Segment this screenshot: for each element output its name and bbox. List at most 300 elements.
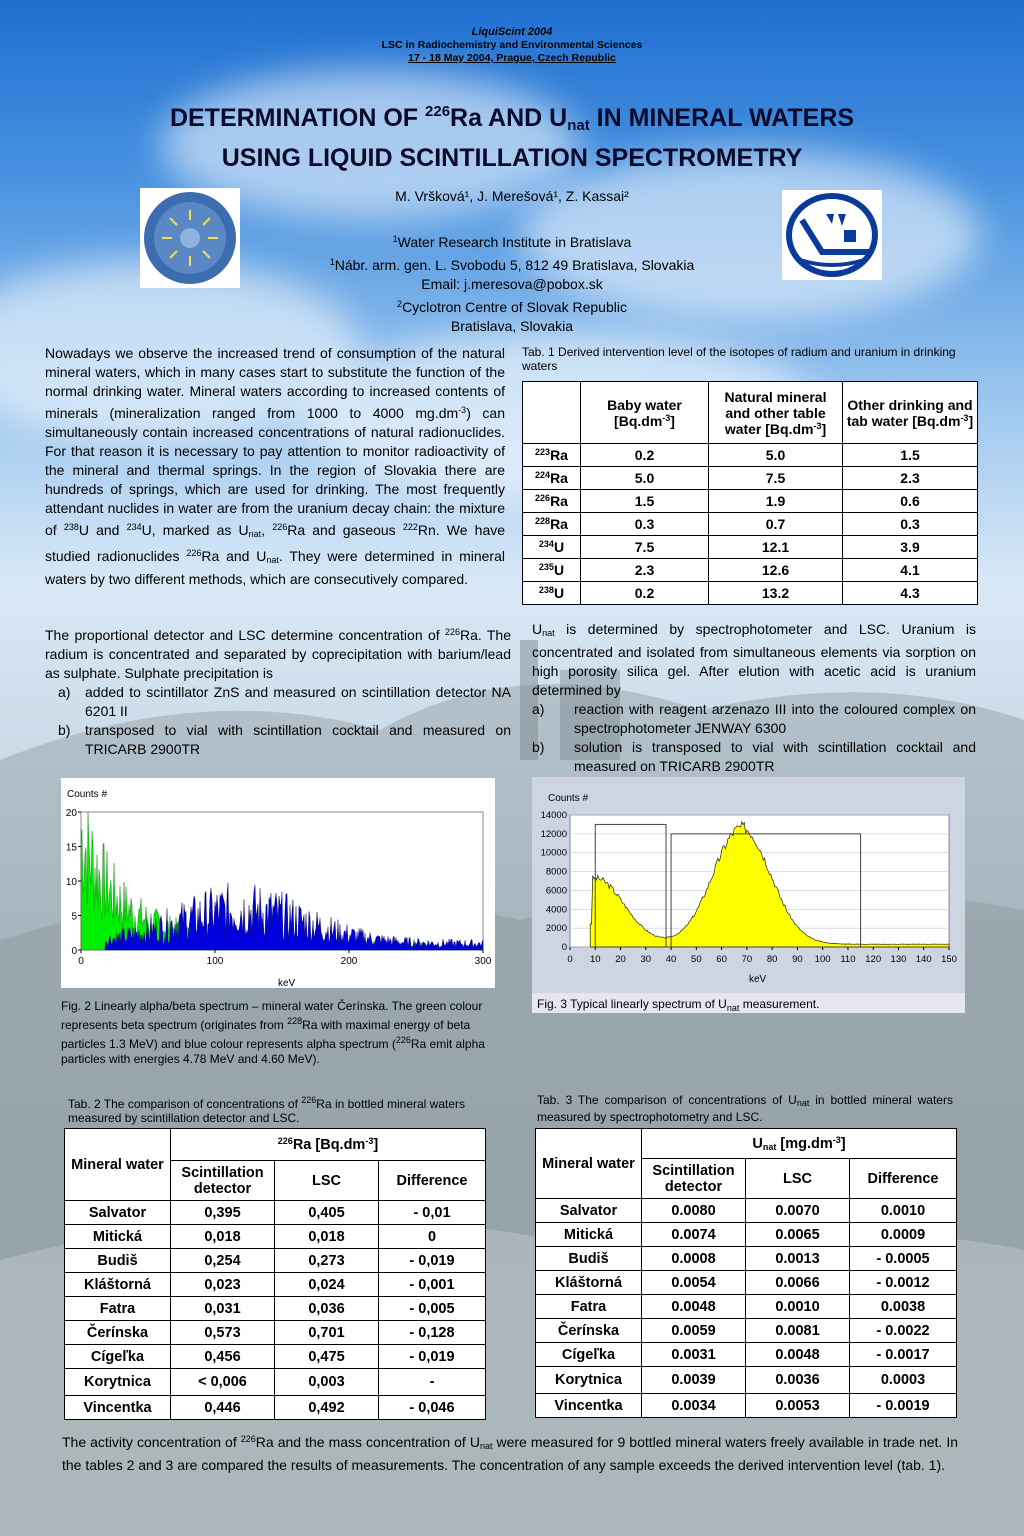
affil-email: Email: j.meresova@pobox.sk: [421, 276, 603, 292]
table-cell: 0.0059: [642, 1319, 746, 1343]
list-item: [532, 738, 976, 776]
table-cell: - 0,01: [379, 1201, 486, 1225]
text: ]: [840, 1136, 846, 1152]
isotope-cell: [523, 536, 581, 559]
sub: nat: [542, 628, 555, 638]
fig3-xtick-label: 50: [691, 954, 702, 965]
table-cell: 0,492: [275, 1396, 379, 1420]
text: Ra [Bq.dm: [292, 1137, 366, 1153]
mineral-water-cell: Čerínska: [65, 1321, 171, 1345]
table-cell: 0.0010: [850, 1199, 957, 1223]
tab1-caption: Tab. 1 Derived intervention level of the isotopes of radium and uranium in drinking waters: [522, 345, 956, 373]
table-row: [536, 1223, 957, 1247]
table-cell: 2.3: [843, 467, 978, 490]
fig3-xtick-label: 70: [741, 954, 753, 965]
table-cell: - 0.0005: [850, 1247, 957, 1271]
tab3-table: [535, 1128, 957, 1418]
table-row: [523, 559, 978, 582]
mineral-water-cell: Fatra: [536, 1295, 642, 1319]
table-cell: 12.1: [709, 536, 843, 559]
sup: 226: [395, 1035, 411, 1045]
list-item: [532, 700, 976, 738]
fig2-xtick-label: 0: [78, 956, 84, 967]
table-row: [65, 1201, 486, 1225]
fig3-ytick-label: 0: [561, 942, 567, 953]
table-cell: 0.3: [581, 513, 709, 536]
table-header: Difference: [379, 1161, 486, 1201]
fig3-xtick-label: 0: [567, 954, 573, 965]
table-cell: 0.0080: [642, 1199, 746, 1223]
table-cell: 0,456: [171, 1345, 275, 1369]
text: U, marked as U: [141, 522, 249, 538]
text: Ra. The radium is concentrated and separated by coprecipitation with barium/lead as sulphate. Sulphate precipitation is: [45, 627, 511, 681]
table-cell: -: [379, 1369, 486, 1396]
text: Ra: [550, 470, 568, 486]
affil-line: Bratislava, Slovakia: [450, 318, 574, 334]
table-cell: 0.0081: [746, 1319, 850, 1343]
fig3-xtick-label: 150: [941, 954, 957, 965]
text: Fig. 3 Typical linearly spectrum of U: [537, 997, 727, 1011]
text: Ra emit alpha particles with energies 4.78 MeV and 4.60 MeV).: [61, 1037, 485, 1066]
fig3-xtick-label: 110: [840, 954, 856, 965]
fig3-panel: [532, 777, 965, 1013]
sup: 226: [444, 627, 460, 637]
table-cell: 0.0008: [642, 1247, 746, 1271]
table-cell: 0.3: [843, 513, 978, 536]
title-sup: 226: [425, 103, 451, 120]
table-cell: - 0,005: [379, 1297, 486, 1321]
fig2-ytick-label: 5: [71, 911, 77, 923]
table-row: [523, 513, 978, 536]
tab2-table: [64, 1128, 486, 1420]
table-cell: 0.7: [709, 513, 843, 536]
sup: 228: [287, 1016, 303, 1026]
text: Baby water [Bq.dm: [607, 396, 682, 429]
table-header: Scintillation detector: [171, 1161, 275, 1201]
table-cell: < 0,006: [171, 1369, 275, 1396]
mineral-water-cell: Mitická: [65, 1225, 171, 1249]
mineral-water-cell: Fatra: [65, 1297, 171, 1321]
conference-header: [0, 26, 1024, 65]
text: U: [553, 539, 565, 555]
isotope-cell: [523, 559, 581, 582]
list-text: reaction with reagent arzenazo III into the coloured complex on spectrophotometer JENWAY 6300: [574, 701, 976, 736]
table-cell: 0,273: [275, 1249, 379, 1273]
fig3-ytick-label: 4000: [545, 904, 567, 916]
table-row: [65, 1273, 486, 1297]
sub: nat: [248, 529, 262, 539]
sup: 226: [535, 493, 551, 503]
table-row: [65, 1297, 486, 1321]
fig3-xtick-label: 120: [865, 954, 882, 965]
mineral-water-cell: Budiš: [536, 1247, 642, 1271]
fig3-xtick-label: 30: [640, 954, 652, 965]
fig2-ylabel: Counts #: [67, 789, 108, 800]
table-cell: 4.3: [843, 582, 978, 605]
table-cell: 0,405: [275, 1201, 379, 1225]
text: is determined by spectrophotometer and LSC. Uranium is concentrated and isolated from simultaneous elements via sorption on high porosity silica gel. After elution with acetic acid is uranium determined by: [532, 621, 976, 698]
fig2-xtick-label: 200: [340, 956, 358, 967]
list-marker: a): [532, 701, 545, 717]
mineral-water-cell: Cígeľka: [536, 1343, 642, 1367]
fig3-chart: [532, 777, 965, 1013]
sup: 226: [301, 1095, 317, 1105]
text: Rn. We have studied radionuclides: [45, 522, 506, 564]
mineral-water-cell: Čerínska: [536, 1319, 642, 1343]
table-cell: 0.0070: [746, 1199, 850, 1223]
table-cell: 0,701: [275, 1321, 379, 1345]
table-cell: 0,024: [275, 1273, 379, 1297]
list-item: [45, 721, 511, 759]
table-header-group: [171, 1129, 486, 1161]
table-cell: - 0,128: [379, 1321, 486, 1345]
text: ) can simultaneously contain increased concentrations of natural radionuclides. For that reason it is necessary to pay attention to monitor radioactivity of the mineral and thermal springs. In the region of Slovakia there are hundreds of springs, which are used for drinking. The most frequently attendant nuclides in water are from the uranium decay chain: the mixture of: [45, 405, 505, 538]
title-part: DETERMINATION OF: [169, 104, 426, 132]
table-row: [65, 1249, 486, 1273]
table-cell: 0.2: [581, 444, 709, 467]
text: measurement.: [739, 997, 820, 1011]
conference-name: LiquiScint 2004: [471, 26, 553, 38]
table-row: [536, 1319, 957, 1343]
table-cell: - 0.0022: [850, 1319, 957, 1343]
table-cell: 4.1: [843, 559, 978, 582]
text: . They were determined in mineral waters by two different methods, which are consecutively compared.: [45, 548, 505, 587]
sub: nat: [479, 1441, 493, 1451]
poster-title: [0, 96, 1024, 174]
table-cell: 0.0038: [850, 1295, 957, 1319]
intro-paragraph: [45, 344, 505, 589]
list-marker: b): [58, 722, 71, 738]
text: Fig. 2 Linearly alpha/beta spectrum – mineral water Čerínska. The green colour represents beta spectrum (originates from: [61, 999, 483, 1032]
title-sub: nat: [567, 117, 590, 134]
sub: nat: [796, 1098, 810, 1108]
text: U: [553, 562, 565, 578]
text: ]: [821, 420, 827, 437]
table-header: [709, 382, 843, 444]
fig3-xtick-label: 140: [915, 954, 932, 965]
method-list: [45, 683, 511, 759]
text: U: [553, 585, 565, 601]
isotope-cell: [523, 490, 581, 513]
fig3-xtick-label: 130: [890, 954, 907, 965]
sub: nat: [266, 555, 279, 565]
text: [mg.dm: [776, 1136, 833, 1152]
text: Ra and U: [201, 548, 267, 564]
conclusion-paragraph: [62, 1430, 958, 1475]
table-cell: - 0.0017: [850, 1343, 957, 1367]
sup: -3: [662, 412, 671, 423]
isotope-cell: [523, 582, 581, 605]
fig3-ytick-label: 6000: [545, 885, 567, 897]
table-cell: 1.9: [709, 490, 843, 513]
table-cell: 3.9: [843, 536, 978, 559]
text: ]: [670, 412, 675, 429]
fig3-xtick-label: 90: [792, 954, 803, 965]
title-part: IN MINERAL WATERS: [589, 104, 855, 132]
sup: 234: [538, 539, 554, 549]
table-header: Mineral water: [65, 1129, 171, 1201]
table-cell: 0,018: [275, 1225, 379, 1249]
fig2-chart: [61, 778, 495, 988]
table-cell: 1.5: [843, 444, 978, 467]
text: U and: [78, 522, 127, 538]
text: Nowadays we observe the increased trend of consumption of the natural mineral waters, which in many cases start to substitute the function of the normal drinking water. Mineral waters according to increased contents of minerals (mineralization ranged from 1000 to 4000 mg.dm: [45, 345, 505, 421]
unat-paragraph: [532, 620, 976, 776]
text: Natural mineral and other table water [Bq.dm: [724, 388, 827, 437]
fig3-xtick-label: 100: [814, 954, 831, 965]
table-cell: 0.0009: [850, 1223, 957, 1247]
method-list: [532, 700, 976, 776]
table-cell: 0,018: [171, 1225, 275, 1249]
table-cell: 0,395: [171, 1201, 275, 1225]
table-header: Difference: [850, 1159, 957, 1199]
table-cell: 0.0039: [642, 1367, 746, 1394]
title-line2: USING LIQUID SCINTILLATION SPECTROMETRY: [221, 144, 803, 172]
fig2-panel: [61, 778, 495, 988]
sup: 226: [272, 522, 288, 532]
mineral-water-cell: Korytnica: [536, 1367, 642, 1394]
table-cell: 0.0031: [642, 1343, 746, 1367]
table-row: [523, 582, 978, 605]
title-part: Ra AND U: [450, 104, 568, 132]
table-cell: 5.0: [709, 444, 843, 467]
sup: 222: [402, 522, 418, 532]
fig2-ytick-label: 0: [71, 946, 77, 957]
affil-line: Nábr. arm. gen. L. Svobodu 5, 812 49 Bratislava, Slovakia: [334, 256, 695, 273]
table-header: LSC: [746, 1159, 850, 1199]
table-cell: 0.0013: [746, 1247, 850, 1271]
fig2-xlabel: keV: [278, 978, 296, 988]
table-header: LSC: [275, 1161, 379, 1201]
sup: 238: [538, 585, 554, 595]
sup: 226: [186, 548, 202, 558]
text: Ra: [550, 493, 568, 509]
fig2-caption: [61, 999, 495, 1067]
mineral-water-cell: Salvator: [536, 1199, 642, 1223]
list-text: added to scintillator ZnS and measured on scintillation detector NA 6201 II: [85, 684, 511, 719]
sup: 238: [63, 522, 79, 532]
table-cell: 5.0: [581, 467, 709, 490]
text: Ra in bottled mineral waters measured by scintillation detector and LSC.: [68, 1097, 466, 1125]
text: ]: [968, 412, 974, 429]
table-row: [536, 1271, 957, 1295]
fig3-ytick-label: 14000: [540, 810, 567, 821]
table-cell: 0.0054: [642, 1271, 746, 1295]
table-cell: 0,003: [275, 1369, 379, 1396]
mineral-water-cell: Kláštorná: [65, 1273, 171, 1297]
table-row: [536, 1295, 957, 1319]
tab1-table: [522, 381, 978, 605]
sup: 223: [535, 447, 551, 457]
table-row: [65, 1321, 486, 1345]
fig3-xlabel: keV: [749, 974, 767, 985]
table-cell: 2.3: [581, 559, 709, 582]
affiliations: [0, 230, 1024, 337]
conference-subtitle: LSC in Radiochemistry and Environmental Sciences: [381, 39, 643, 51]
fig3-ytick-label: 2000: [545, 923, 567, 935]
isotope-cell: [523, 467, 581, 490]
table-row: [523, 467, 978, 490]
table-header: Mineral water: [536, 1129, 642, 1199]
fig3-xtick-label: 20: [615, 954, 626, 965]
isotope-cell: [523, 513, 581, 536]
affil-sup: 1: [329, 256, 335, 267]
sup: 235: [538, 562, 554, 572]
table-cell: 0.0034: [642, 1394, 746, 1418]
sub: nat: [726, 1003, 740, 1013]
fig2-xtick-label: 100: [206, 956, 224, 967]
table-cell: - 0.0012: [850, 1271, 957, 1295]
fig3-xtick-label: 40: [665, 954, 677, 965]
text: U: [752, 1136, 763, 1152]
text: Ra with maximal energy of beta particles 1.3 MeV) and blue colour represents alpha spectrum (: [61, 1018, 471, 1051]
sub: nat: [762, 1142, 777, 1152]
table-row: [536, 1247, 957, 1271]
table-cell: 0,036: [275, 1297, 379, 1321]
table-cell: 0,031: [171, 1297, 275, 1321]
table-row: [65, 1369, 486, 1396]
table-row: [536, 1343, 957, 1367]
table-header-group: [642, 1129, 957, 1159]
table-cell: - 0,019: [379, 1249, 486, 1273]
text: Ra: [550, 516, 568, 532]
table-cell: 0.0048: [642, 1295, 746, 1319]
text: ]: [373, 1137, 379, 1153]
fig2-ytick-label: 15: [65, 842, 77, 854]
fig3-xtick-label: 10: [589, 954, 601, 965]
table-header: [843, 382, 978, 444]
fig3-ytick-label: 12000: [540, 828, 567, 840]
fig3-xtick-label: 80: [766, 954, 778, 965]
fig3-ytick-label: 8000: [545, 866, 567, 878]
table-cell: 0.0003: [850, 1367, 957, 1394]
sup: 226: [277, 1136, 293, 1146]
sup: -3: [365, 1136, 374, 1146]
table-cell: 0,475: [275, 1345, 379, 1369]
table-row: [536, 1394, 957, 1418]
tab2-caption: [68, 1093, 486, 1125]
text: The activity concentration of: [62, 1434, 241, 1450]
text: Ra: [550, 447, 568, 463]
text: The proportional detector and LSC determine concentration of: [45, 627, 445, 643]
table-cell: - 0,019: [379, 1345, 486, 1369]
sup: 234: [126, 522, 142, 532]
text: Other drinking and tab water [Bq.dm: [846, 396, 973, 429]
table-row: [65, 1225, 486, 1249]
fig3-ylabel: Counts #: [548, 793, 589, 804]
isotope-cell: [523, 444, 581, 467]
table-cell: 0.0053: [746, 1394, 850, 1418]
table-cell: 0,446: [171, 1396, 275, 1420]
mineral-water-cell: Salvator: [65, 1201, 171, 1225]
table-cell: 0.0036: [746, 1367, 850, 1394]
table-cell: 13.2: [709, 582, 843, 605]
sup: -3: [832, 1135, 841, 1145]
table-cell: 0.2: [581, 582, 709, 605]
table-cell: 0: [379, 1225, 486, 1249]
table-cell: - 0,046: [379, 1396, 486, 1420]
table-cell: 0.6: [843, 490, 978, 513]
list-text: solution is transposed to vial with scintillation cocktail and measured on TRICARB 2900TR: [574, 739, 976, 774]
list-marker: a): [58, 684, 71, 700]
mineral-water-cell: Mitická: [536, 1223, 642, 1247]
authors: M. Vršková¹, J. Merešová¹, Z. Kassai²: [395, 188, 629, 204]
mineral-water-cell: Vincentka: [65, 1396, 171, 1420]
table-header: Scintillation detector: [642, 1159, 746, 1199]
affil-sup: 2: [397, 298, 403, 309]
fig2-xtick-label: 300: [474, 956, 492, 967]
table-cell: 0.0010: [746, 1295, 850, 1319]
table-cell: 12.6: [709, 559, 843, 582]
fig2-ytick-label: 10: [65, 877, 77, 888]
sup: -3: [960, 412, 969, 423]
mineral-water-cell: Vincentka: [536, 1394, 642, 1418]
sup: -3: [458, 405, 467, 415]
text: were measured for 9 bottled mineral waters freely available in trade net. In the tables 2 and 3 are compared the results of measurements. The concentration of any sample exceeds the derived intervention level (tab. 1).: [62, 1434, 959, 1473]
table-row: [536, 1199, 957, 1223]
table-cell: 0.0074: [642, 1223, 746, 1247]
proportional-paragraph: [45, 623, 511, 759]
sup: 224: [535, 470, 551, 480]
fig2-ytick-label: 20: [65, 808, 77, 819]
table-cell: 7.5: [581, 536, 709, 559]
sup: 228: [535, 516, 551, 526]
table-cell: - 0,001: [379, 1273, 486, 1297]
tab3-caption: [537, 1093, 953, 1124]
table-cell: 0,573: [171, 1321, 275, 1345]
text: in bottled mineral waters measured by spectrophotometry and LSC.: [537, 1093, 953, 1124]
mineral-water-cell: Budiš: [65, 1249, 171, 1273]
table-row: [536, 1367, 957, 1394]
affil-sup: 1: [392, 234, 398, 244]
table-header: [581, 382, 709, 444]
text: U: [532, 621, 543, 637]
fig3-xtick-label: 60: [716, 954, 727, 965]
mineral-water-cell: Korytnica: [65, 1369, 171, 1396]
fig3-ytick-label: 10000: [540, 847, 567, 859]
table-row: [523, 536, 978, 559]
affil-line: Water Research Institute in Bratislava: [397, 234, 632, 250]
table-row: [523, 490, 978, 513]
conference-date: 17 - 18 May 2004, Prague, Czech Republic: [408, 52, 616, 64]
table-row: [65, 1396, 486, 1420]
table-cell: 0,023: [171, 1273, 275, 1297]
text: ,: [261, 522, 273, 538]
table-cell: 0.0066: [746, 1271, 850, 1295]
text: Tab. 2 The comparison of concentrations of: [68, 1097, 302, 1111]
list-item: [45, 683, 511, 721]
mineral-water-cell: Kláštorná: [536, 1271, 642, 1295]
table-cell: - 0.0019: [850, 1394, 957, 1418]
table-row: [523, 444, 978, 467]
table-cell: 7.5: [709, 467, 843, 490]
mineral-water-cell: Cígeľka: [65, 1345, 171, 1369]
table-cell: 0,254: [171, 1249, 275, 1273]
table-row: [65, 1345, 486, 1369]
text: Tab. 3 The comparison of concentrations of U: [537, 1093, 797, 1107]
sup: -3: [813, 420, 822, 431]
table-header-empty: [523, 382, 581, 444]
text: Ra and the mass concentration of U: [255, 1434, 480, 1450]
table-cell: 1.5: [581, 490, 709, 513]
list-text: transposed to vial with scintillation cocktail and measured on TRICARB 2900TR: [85, 722, 511, 757]
table-cell: 0.0065: [746, 1223, 850, 1247]
sup: 226: [240, 1434, 256, 1444]
table-cell: 0.0048: [746, 1343, 850, 1367]
fig3-caption: [537, 997, 819, 1013]
affil-line: Cyclotron Centre of Slovak Republic: [402, 298, 627, 315]
list-marker: b): [532, 739, 545, 755]
